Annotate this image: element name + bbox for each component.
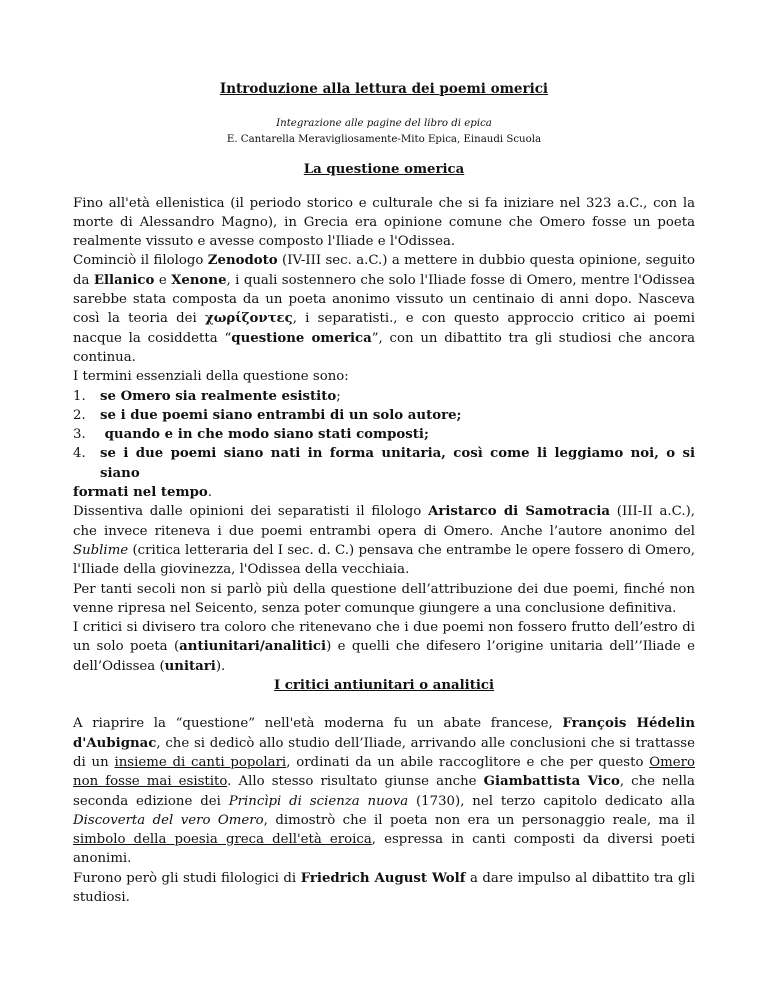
text: (IV-III sec. a.C.) a mettere in dubbio questa opinione, seguito da [73,253,695,288]
list-item-3 [73,425,695,444]
paragraph-seicento: Per tanti secoli non si parlò più della questione dell’attribuzione dei due poemi, finché non venne ripresa nel Seicento, senza poter comunque giungere a una conclusione definitiva. [73,581,695,616]
term-antiunitari: antiunitari/analitici [179,639,327,655]
underline-omero: Omero non fosse mai esistito [73,754,695,790]
text: Dissentiva dalle opinioni dei separatisti il filologo [73,504,429,520]
paragraph-aristarco [73,502,695,579]
text: (critica letteraria del I sec. d. C.) pensava che entrambe le opere fossero di Omero, l'Iliade della giovinezza, l'Odissea della vecchiaia. [73,542,695,578]
list-number: 1. [73,388,86,404]
list-tail: ; [336,388,341,404]
text: ). [215,658,226,674]
paragraph-wolf [73,869,695,908]
text: I critici si divisero tra coloro che ritenevano che i due poemi non fossero frutto dell’estro di un solo poeta ( [73,620,695,655]
title-principi: Princìpi di scienza nuova [228,793,409,809]
paragraph-intro: Fino all'età ellenistica (il periodo storico e culturale che si fa iniziare nel 323 a.C., con la morte di Alessandro Magno), in Grecia era opinione comune che Omero fosse un poeta realmente vissuto e avesse composto l'Iliade e l'Odissea. [73,195,695,250]
greek-term: χωρίζοντες [204,311,293,327]
list-text-bold: se i due poemi siano entrambi di un solo autore; [100,407,462,423]
underline-insieme: insieme di canti popolari [114,754,287,770]
paragraph-zenodoto [73,251,695,367]
list-item-4-continued [73,483,695,502]
name-wolf: Friedrich August Wolf [300,870,466,886]
text: , ordinati da un abile raccoglitore e che per questo [286,754,650,770]
title-discoverta: Discoverta del vero Omero [73,812,264,828]
text: (III-II a.C.), che invece riteneva i due poemi entrambi opera di Omero. Anche l’autore anonimo del [73,504,695,539]
name-hedelin: François Hédelin d'Aubignac [73,716,695,751]
text: (1730), nel terzo capitolo dedicato alla [408,793,695,809]
list-item-1 [73,387,695,406]
text: , che si dedicò allo studio dell’Iliade, arrivando alle conclusioni che si trattasse di un [73,735,695,770]
text: , dimostrò che il poeta non era un personaggio reale, ma il [263,812,696,828]
list-intro: I termini essenziali della questione sono: [73,369,349,385]
name-xenone: Xenone [171,272,227,288]
section-heading-questione: La questione omerica [303,162,465,178]
document-source: E. Cantarella Meravigliosamente-Mito Epica, Einaudi Scuola [226,134,542,146]
text: , i quali sostennero che solo l'Iliade fosse di Omero, mentre l'Odissea sarebbe stata composta da un poeta anonimo vissuto un centinaio di anni dopo. Nasceva così la teoria dei [73,272,695,327]
underline-simbolo: simbolo della poesia greca dell'età eroica [73,832,372,848]
paragraph-critici [73,618,695,676]
list-item-4 [73,444,695,483]
text: . Allo stesso risultato giunse anche [227,774,484,790]
list-text [100,387,695,406]
list-number: 2. [73,407,86,423]
list-text-bold: formati nel tempo [73,485,208,501]
document-subtitle: Integrazione alle pagine del libro di epica [276,118,492,130]
text: ”, con un dibattito tra gli studiosi che ancora continua. [73,330,696,365]
name-aristarco: Aristarco di Samotracia [428,504,611,520]
text: ) e quelli che difesero l’origine unitaria dell’’Iliade e dell’Odissea ( [73,639,695,674]
text: Furono però gli studi filologici di [73,870,301,886]
list-text-bold: se i due poemi siano nati in forma unitaria, così come li leggiamo noi, o si siano [100,446,695,481]
name-ellanico: Ellanico [93,272,155,288]
list-text-bold: se Omero sia realmente esistito [100,388,337,404]
text: , espressa in canti composti da diversi poeti anonimi. [73,832,696,867]
document-title: Introduzione alla lettura dei poemi omerici [219,81,549,97]
term-questione-omerica: questione omerica [231,330,372,346]
section-heading-critici: I critici antiunitari o analitici [273,678,495,694]
text: e [154,272,172,288]
term-unitari: unitari [164,658,216,674]
list-number: 4. [73,446,86,462]
paragraph-aubignac [73,714,695,868]
list-tail: . [207,485,212,501]
text: a dare impulso al dibattito tra gli studiosi. [73,870,696,905]
list-number: 3. [73,427,86,443]
name-zenodoto: Zenodoto [207,253,278,269]
text: , che nella seconda edizione dei [73,774,695,809]
text: A riaprire la “questione” nell'età moderna fu un abate francese, [73,716,563,732]
title-sublime: Sublime [73,542,129,558]
text: Cominciò il filologo [73,253,208,269]
list-item-2 [73,406,695,425]
text: , i separatisti., e con questo approccio critico ai poemi nacque la cosiddetta “ [73,311,695,346]
list-text-bold: quando e in che modo siano stati composti; [100,427,429,443]
document-page [73,80,695,907]
name-vico: Giambattista Vico [483,774,620,790]
